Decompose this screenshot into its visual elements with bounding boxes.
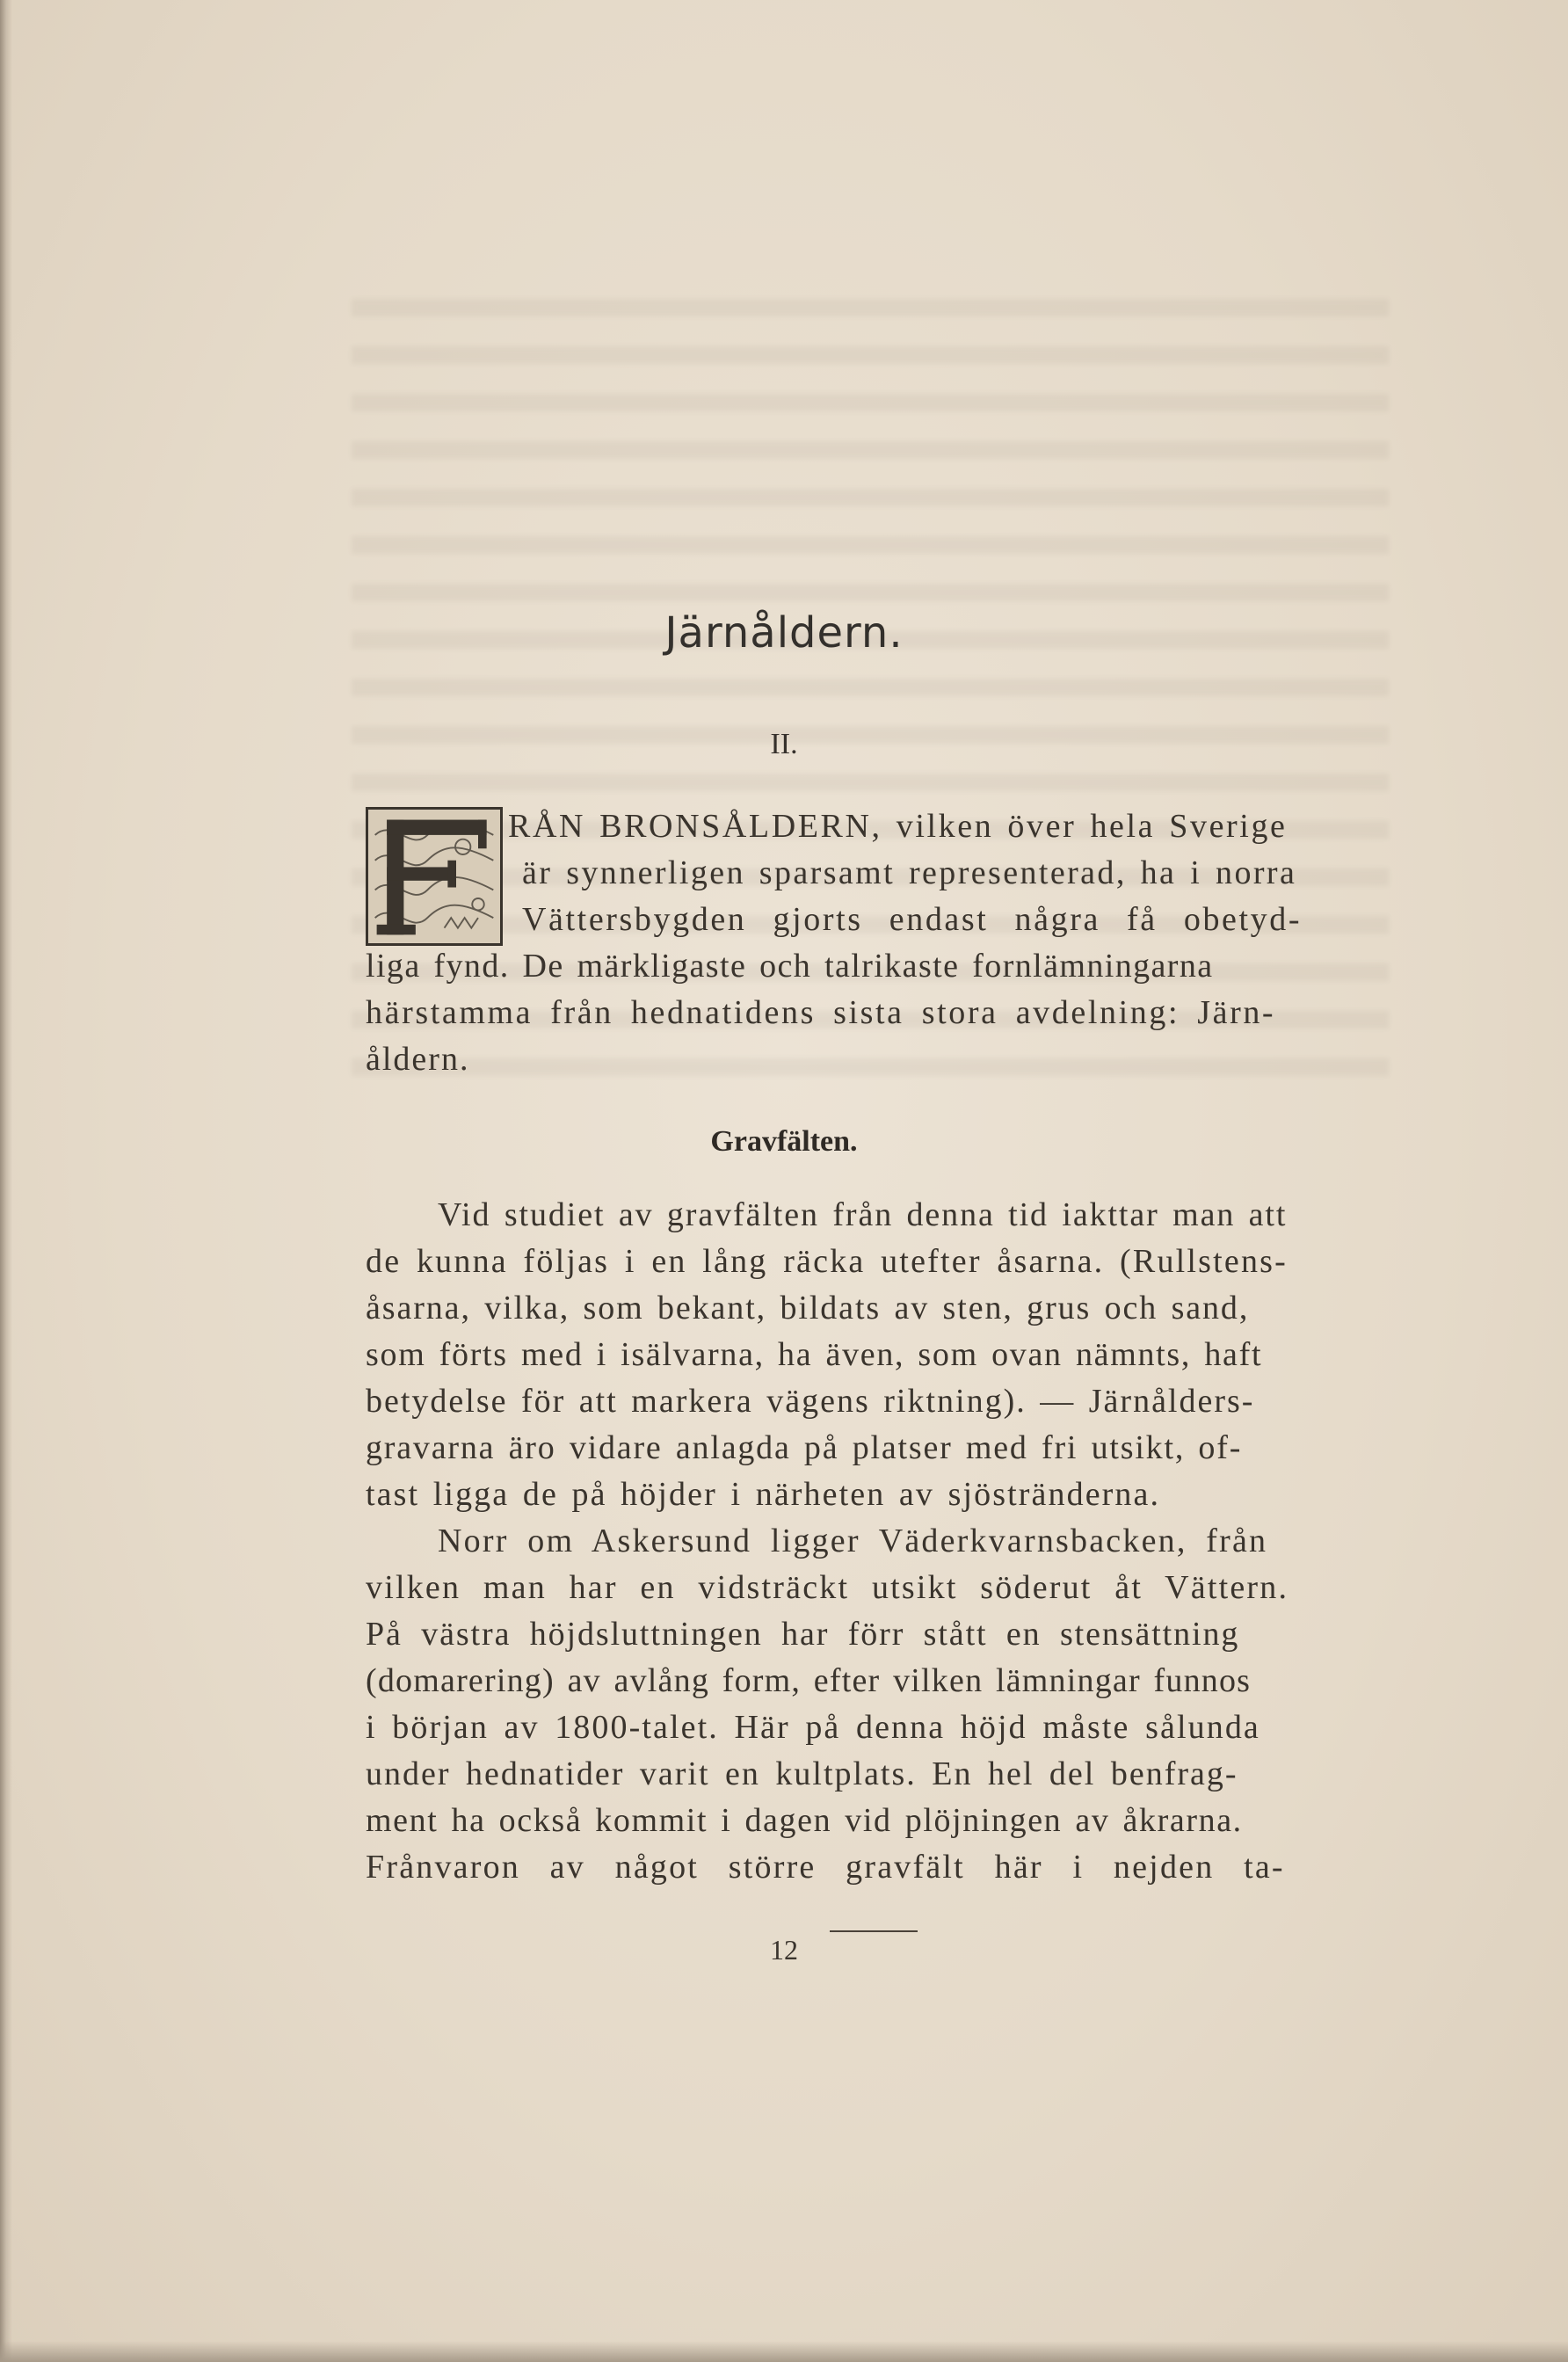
body-line: Norr om Askersund ligger Väderkvarnsbacken, från (438, 1523, 1268, 1559)
body-line: som förts med i isälvarna, ha även, som ovan nämnts, haft (366, 1336, 1263, 1373)
body-line: På västra höjdsluttningen har förr stått en stensättning (366, 1616, 1240, 1653)
bottom-edge-shadow (0, 2341, 1568, 2362)
intro-line: är synnerligen sparsamt representerad, ha i norra (522, 854, 1297, 891)
intro-line: åldern. (366, 1041, 470, 1078)
intro-line: liga fynd. De märkligaste och talrikaste fornlämningarna (366, 948, 1214, 985)
body-line: betydelse för att markera vägens riktning). — Järnålders- (366, 1383, 1255, 1420)
body-line: åsarna, vilka, som bekant, bildats av sten, grus och sand, (366, 1290, 1250, 1326)
intro-line: härstamma från hednatidens sista stora avdelning: Järn- (366, 994, 1276, 1031)
body-line: gravarna äro vidare anlagda på platser med fri utsikt, of- (366, 1429, 1243, 1466)
folio-rule (830, 1930, 918, 1932)
body-line: Vid studiet av gravfälten från denna tid iakttar man att (438, 1196, 1288, 1233)
body-line: Frånvaron av något större gravfält här i nejden ta- (366, 1849, 1285, 1886)
body-line: i början av 1800-talet. Här på denna höjd måste sålunda (366, 1709, 1260, 1746)
body-line: ment ha också kommit i dagen vid plöjningen av åkrarna. (366, 1802, 1243, 1839)
page-number: 12 (770, 1934, 798, 1966)
chapter-title: Järnåldern. (664, 608, 904, 658)
body-line: tast ligga de på höjder i närheten av sjöstränderna. (366, 1476, 1161, 1513)
intro-line: Vättersbygden gjorts endast några få obetyd- (522, 901, 1303, 938)
body-line: vilken man har en vidsträckt utsikt söderut åt Vättern. (366, 1569, 1289, 1606)
body-line: under hednatider varit en kultplats. En hel del benfrag- (366, 1755, 1238, 1792)
section-numeral: II. (770, 728, 798, 760)
body-line: de kunna följas i en lång räcka utefter åsarna. (Rullstens- (366, 1243, 1289, 1280)
intro-line: RÅN BRONSÅLDERN, vilken över hela Sverige (508, 808, 1288, 845)
body-line: (domarering) av avlång form, efter vilken lämningar funnos (366, 1662, 1252, 1699)
section-subheading: Gravfälten. (710, 1125, 858, 1158)
